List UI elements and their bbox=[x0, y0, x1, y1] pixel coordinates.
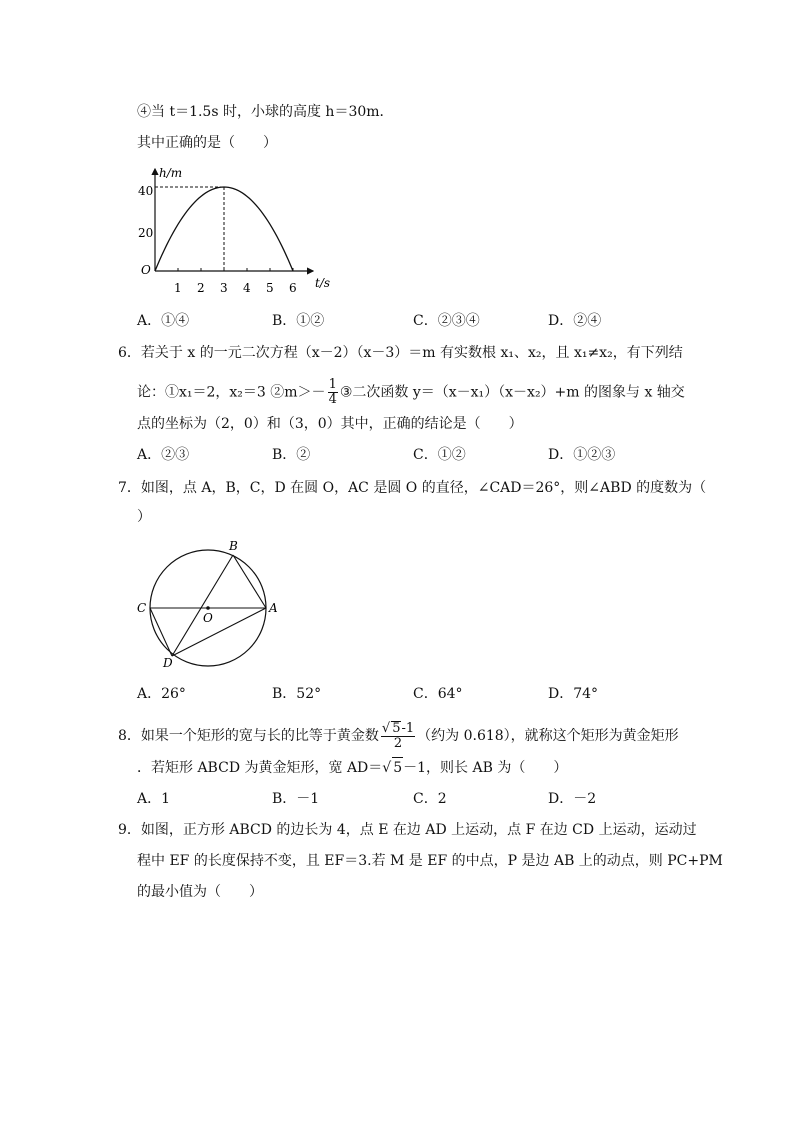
q8-golden-fraction bbox=[381, 721, 415, 751]
label-a: A bbox=[269, 601, 278, 615]
q7-line-1: 7．如图，点 A，B，C，D 在圆 O，AC 是圆 O 的直径，∠CAD＝26°，则∠ABD 的度数为（ bbox=[118, 480, 707, 496]
q5-prompt: 其中正确的是（ ） bbox=[137, 135, 277, 151]
x-tick-5: 5 bbox=[266, 281, 274, 295]
q7-option-b: B．52° bbox=[272, 686, 322, 702]
x-tick-3: 3 bbox=[220, 281, 228, 295]
q8-line-2-sqrt: 5 bbox=[392, 757, 403, 778]
q6-line-3: 点的坐标为（2，0）和（3，0）其中，正确的结论是（ ） bbox=[137, 416, 523, 432]
q6-option-c: C．①② bbox=[413, 447, 466, 463]
q6-frac-den: 4 bbox=[328, 392, 337, 407]
q7-option-a: A．26° bbox=[137, 686, 186, 702]
q8-option-a: A．1 bbox=[137, 791, 171, 807]
q6-option-a: A．②③ bbox=[137, 447, 190, 463]
label-c: C bbox=[137, 601, 147, 615]
label-d: D bbox=[163, 656, 173, 670]
center-dot bbox=[206, 606, 210, 610]
q9-line-2: 程中 EF 的长度保持不变，且 EF＝3.若 M 是 EF 的中点，P 是边 AB 上的动点，则 PC+PM bbox=[137, 853, 723, 869]
q7-option-d: D．74° bbox=[548, 686, 599, 702]
q5-option-b: B．①② bbox=[272, 313, 325, 329]
x-tick-1: 1 bbox=[174, 281, 182, 295]
q5-option-a: A．①④ bbox=[137, 313, 190, 329]
q8-line-1b: （约为 0.618），就称这个矩形为黄金矩形 bbox=[417, 728, 679, 744]
q8-line-2: ．若矩形 ABCD 为黄金矩形，宽 AD＝√ 5－1，则长 AB 为（ ） bbox=[137, 757, 567, 778]
q8-line-2a: ．若矩形 ABCD 为黄金矩形，宽 AD＝ bbox=[137, 760, 383, 776]
q8-option-c: C．2 bbox=[413, 791, 447, 807]
q6-line-2 bbox=[137, 378, 685, 407]
origin-label: O bbox=[141, 263, 151, 277]
q6-fraction bbox=[328, 378, 338, 407]
x-axis-label: t/s bbox=[315, 276, 331, 290]
q5-statement-4: ④当 t＝1.5s 时，小球的高度 h＝30m． bbox=[137, 104, 394, 120]
q5-option-d: D．②④ bbox=[548, 313, 602, 329]
q6-line-1: 6．若关于 x 的一元二次方程（x－2）（x－3）＝m 有实数根 x₁、x₂，且 x₁≠x₂，有下列结 bbox=[118, 345, 683, 361]
q8-line-2b: －1，则长 AB 为（ ） bbox=[403, 760, 568, 776]
q5-option-c: C．②③④ bbox=[413, 313, 480, 329]
q8-frac-sqrt: 5 bbox=[392, 721, 401, 736]
q8-frac-rest: -1 bbox=[401, 721, 415, 736]
q5-height-time-graph bbox=[135, 165, 335, 295]
q6-option-b: B．② bbox=[272, 447, 311, 463]
q8-line-1a: 8．如果一个矩形的宽与长的比等于黄金数 bbox=[118, 728, 379, 744]
q6-option-d: D．①②③ bbox=[548, 447, 616, 463]
q9-line-1: 9．如图，正方形 ABCD 的边长为 4，点 E 在边 AD 上运动，点 F 在边 CD 上运动，运动过 bbox=[118, 822, 697, 838]
label-b: B bbox=[229, 539, 238, 553]
y-tick-40: 40 bbox=[138, 184, 154, 198]
q8-frac-den: 2 bbox=[393, 736, 403, 751]
q6-line-2a: 论：①x₁＝2，x₂＝3 ②m＞－ bbox=[137, 384, 326, 401]
segment-ab bbox=[233, 555, 266, 608]
q9-line-3: 的最小值为（ ） bbox=[137, 884, 263, 900]
q6-frac-num: 1 bbox=[328, 377, 337, 392]
q7-circle-figure bbox=[132, 535, 292, 675]
y-tick-20: 20 bbox=[138, 226, 154, 240]
q6-line-2b: ③二次函数 y＝（x－x₁）（x－x₂）+m 的图象与 x 轴交 bbox=[339, 384, 685, 401]
segment-cd bbox=[150, 608, 172, 656]
x-tick-6: 6 bbox=[289, 281, 297, 295]
label-o: O bbox=[203, 611, 213, 625]
x-tick-2: 2 bbox=[197, 281, 205, 295]
q8-line-1 bbox=[118, 721, 679, 751]
y-axis-label: h/m bbox=[159, 166, 183, 180]
q7-line-2: ） bbox=[137, 509, 151, 525]
q7-option-c: C．64° bbox=[413, 686, 463, 702]
q8-option-d: D．－2 bbox=[548, 791, 597, 807]
q8-option-b: B．－1 bbox=[272, 791, 320, 807]
q8-frac-num: √ 5-1 bbox=[381, 721, 415, 736]
x-tick-4: 4 bbox=[243, 281, 251, 295]
